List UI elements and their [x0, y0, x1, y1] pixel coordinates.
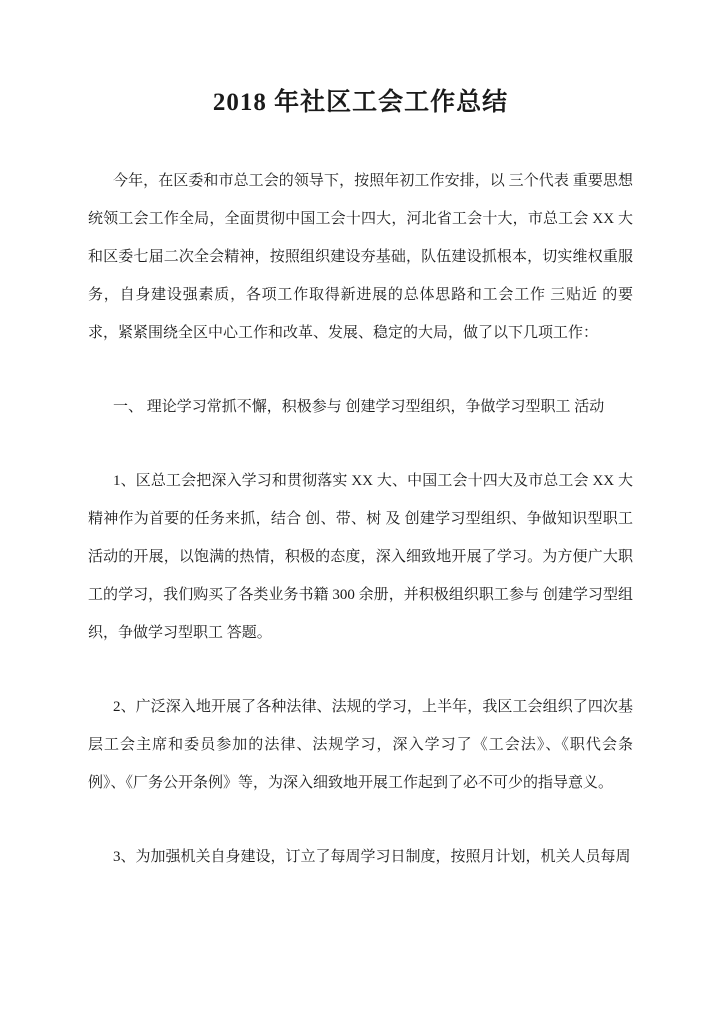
- paragraph-intro: 今年，在区委和市总工会的领导下，按照年初工作安排，以 三个代表 重要思想统领工会工作全局，全面贯彻中国工会十四大，河北省工会十大，市总工会 XX 大和区委七届二次全会精神，按照组织建设夯基础，队伍建设抓根本，切实维权重服务，自身建设强素质，各项工作取得新进展的总体思路和工会工作 三贴近 的要求，紧紧围绕全区中心工作和改革、发展、稳定的大局，做了以下几项工作：: [88, 173, 633, 341]
- section-heading-1: 一、 理论学习常抓不懈，积极参与 创建学习型组织，争做学习型职工 活动: [113, 399, 605, 415]
- paragraph-item-1: 1、区总工会把深入学习和贯彻落实 XX 大、中国工会十四大及市总工会 XX 大精神作为首要的任务来抓，结合 创、带、树 及 创建学习型组织、争做知识型职工 活动的开展，以饱满的热情，积极的态度，深入细致地开展了学习。为方便广大职工的学习，我们购买了各类业务书籍 300 余册，并积极组织职工参与 创建学习型组织，争做学习型职工 答题。: [88, 473, 633, 641]
- document-title: 2018 年社区工会工作总结: [212, 89, 509, 116]
- paragraph-item-2: 2、广泛深入地开展了各种法律、法规的学习，上半年，我区工会组织了四次基层工会主席和委员参加的法律、法规学习，深入学习了《工会法》、《职代会条例》、《厂务公开条例》等，为深入细致地开展工作起到了必不可少的指导意义。: [88, 699, 633, 791]
- paragraph-item-3: 3、为加强机关自身建设，订立了每周学习日制度，按照月计划，机关人员每周: [113, 849, 631, 865]
